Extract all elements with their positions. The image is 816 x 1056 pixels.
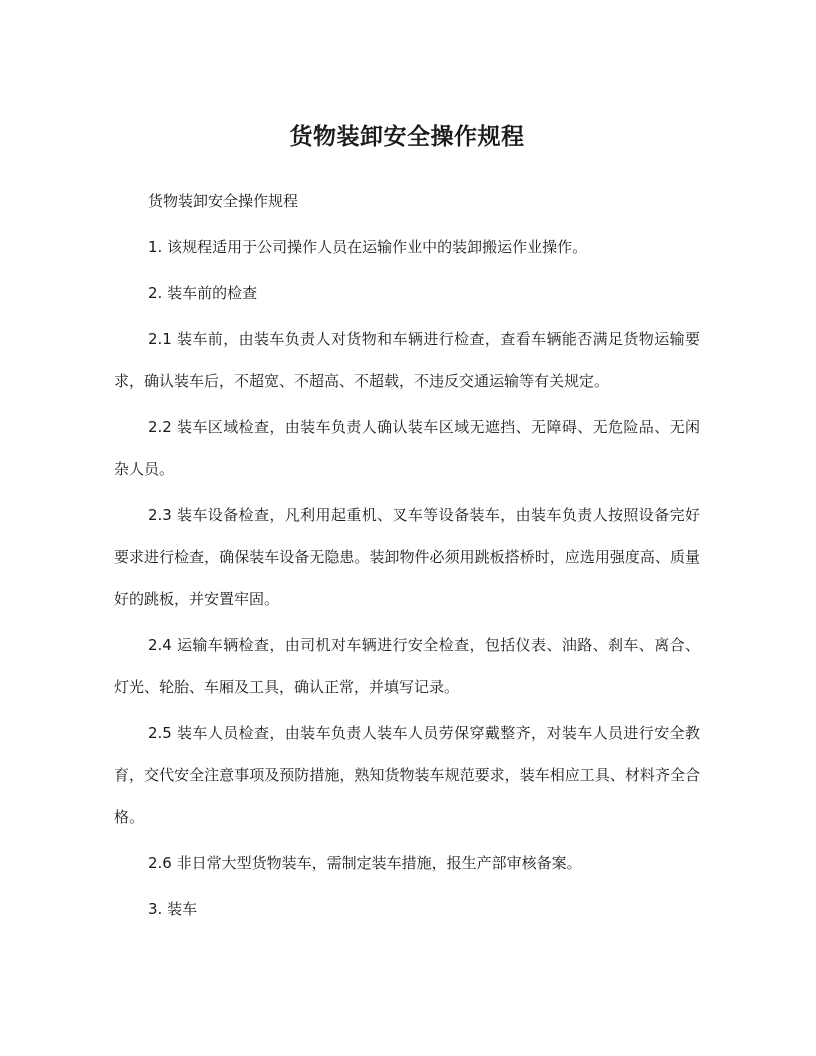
paragraph-item-1: 1. 该规程适用于公司操作人员在运输作业中的装卸搬运作业操作。	[148, 238, 588, 256]
paragraph-item-2-4: 2.4 运输车辆检查，由司机对车辆进行安全检查，包括仪表、油路、刹车、离合、灯光、轮胎、车厢及工具，确认正常，并填写记录。	[114, 636, 700, 696]
document-body	[114, 120, 700, 934]
paragraph-item-2-5: 2.5 装车人员检查，由装车负责人装车人员劳保穿戴整齐，对装车人员进行安全教育，交代安全注意事项及预防措施，熟知货物装车规范要求，装车相应工具、材料齐全合格。	[114, 724, 700, 826]
paragraph-item-2-1: 2.1 装车前，由装车负责人对货物和车辆进行检查，查看车辆能否满足货物运输要求，确认装车后，不超宽、不超高、不超载，不违反交通运输等有关规定。	[114, 330, 700, 390]
paragraph-item-2-2: 2.2 装车区域检查，由装车负责人确认装车区域无遮挡、无障碍、无危险品、无闲杂人员。	[114, 418, 700, 478]
paragraph-item-2-3: 2.3 装车设备检查，凡利用起重机、叉车等设备装车，由装车负责人按照设备完好要求进行检查，确保装车设备无隐患。装卸物件必须用跳板搭桥时，应选用强度高、质量好的跳板，并安置牢固。	[114, 506, 700, 608]
paragraph-heading-repeat: 货物装卸安全操作规程	[148, 192, 299, 210]
page-title: 货物装卸安全操作规程	[289, 124, 525, 150]
paragraph-item-2-6: 2.6 非日常大型货物装车，需制定装车措施，报生产部审核备案。	[148, 854, 582, 872]
paragraph-item-2: 2. 装车前的检查	[148, 284, 258, 302]
paragraph-item-3: 3. 装车	[148, 900, 198, 918]
